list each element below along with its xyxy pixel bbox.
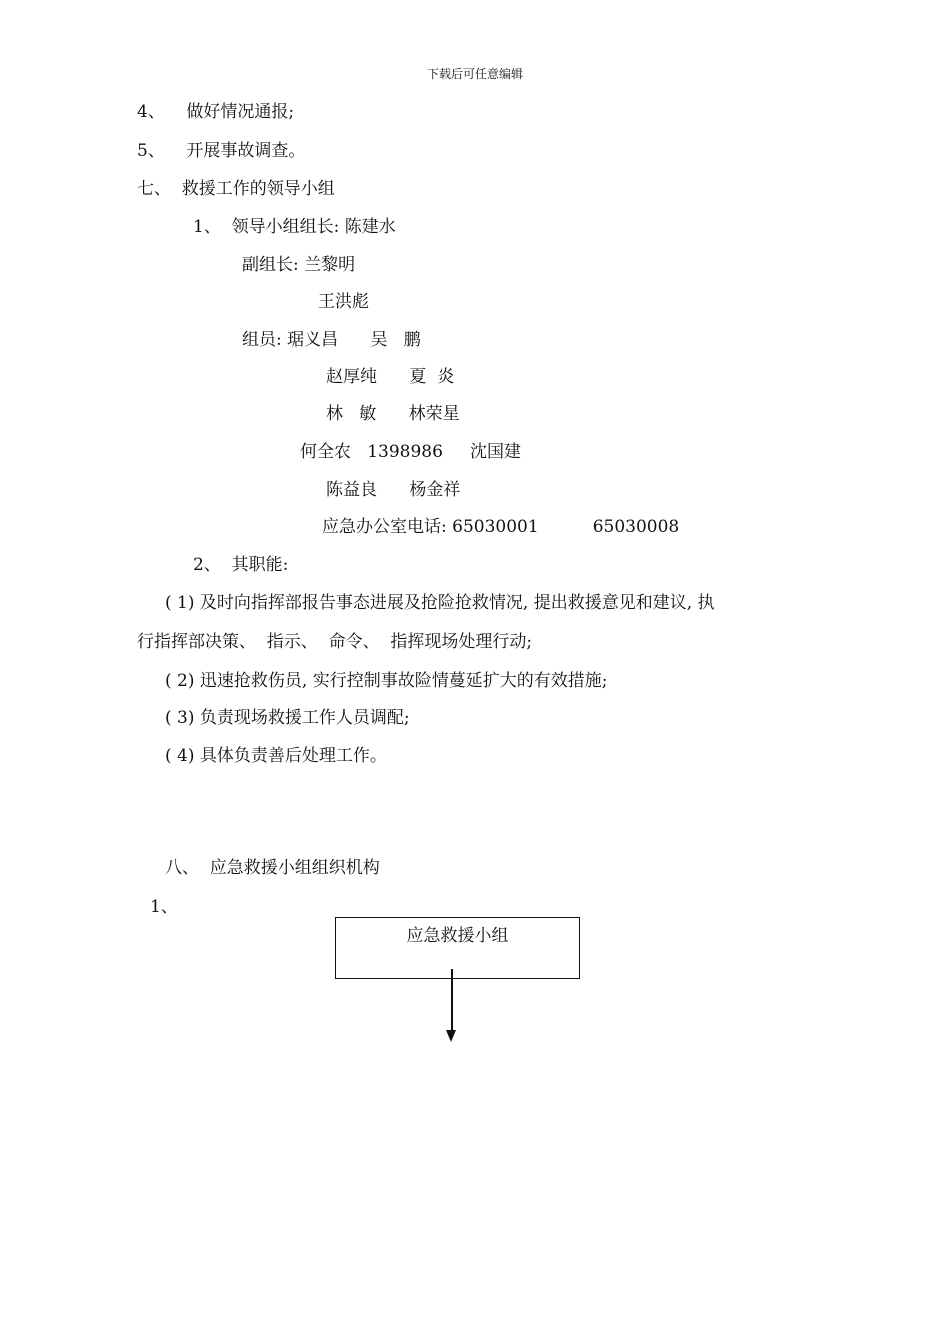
members-row-1: 组员: 琚义昌 吴 鹏 xyxy=(242,330,421,350)
section-7-1-leader: 1、 领导小组组长: 陈建水 xyxy=(193,217,396,237)
page-header: 下载后可任意编辑 xyxy=(426,67,523,81)
members-row-4: 何全农 1398986 沈国建 xyxy=(300,442,521,462)
section-8-1: 1、 xyxy=(150,897,178,917)
item-4-report: 4、 做好情况通报; xyxy=(137,102,295,122)
members-row-5: 陈益良 杨金祥 xyxy=(326,480,461,500)
duty-1-line-a: ( 1) 及时向指挥部报告事态进展及抢险抢救情况, 提出救援意见和建议, 执 xyxy=(165,593,715,613)
emergency-office-phone: 应急办公室电话: 65030001 65030008 xyxy=(322,517,680,537)
duty-3: ( 3) 负责现场救援工作人员调配; xyxy=(165,708,410,728)
duty-2: ( 2) 迅速抢救伤员, 实行控制事故险情蔓延扩大的有效措施; xyxy=(165,671,608,691)
members-row-2: 赵厚纯 夏 炎 xyxy=(326,367,455,387)
arrow-down-icon xyxy=(446,1030,456,1042)
section-7-heading: 七、 救援工作的领导小组 xyxy=(137,179,335,199)
duty-4: ( 4) 具体负责善后处理工作。 xyxy=(165,746,387,766)
section-7-2-duties: 2、 其职能: xyxy=(193,555,289,575)
duty-1-line-b: 行指挥部决策、 指示、 命令、 指挥现场处理行动; xyxy=(137,632,533,652)
deputy-leader-1: 副组长: 兰黎明 xyxy=(242,255,356,275)
section-8-heading: 八、 应急救援小组组织机构 xyxy=(165,858,380,878)
deputy-leader-2: 王洪彪 xyxy=(318,292,369,312)
members-row-3: 林 敏 林荣星 xyxy=(326,404,460,424)
org-chart-root-box xyxy=(335,917,580,979)
item-5-investigate: 5、 开展事故调查。 xyxy=(137,141,306,161)
org-chart-root-label: 应急救援小组 xyxy=(406,926,509,946)
org-chart-connector-line xyxy=(451,969,453,1031)
